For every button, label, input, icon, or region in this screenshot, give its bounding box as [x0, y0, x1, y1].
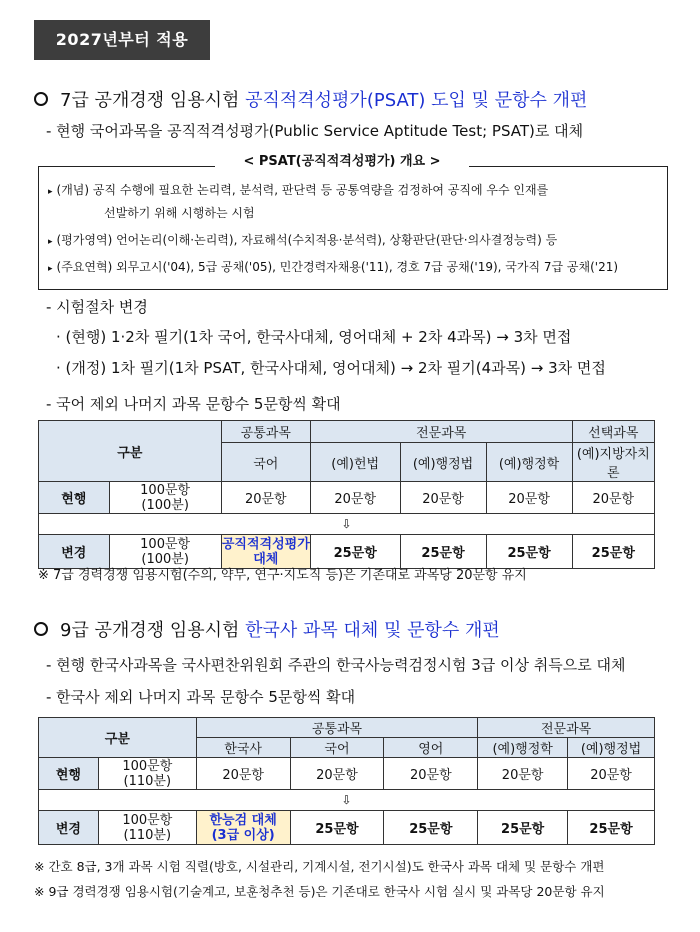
subject-admin-law: (예)행정법	[400, 443, 486, 482]
procedure-revised: · (개정) 1차 필기(1차 PSAT, 한국사대체, 영어대체) → 2차 필기(4과목) → 3차 면접	[56, 359, 606, 377]
subject-constitution: (예)헌법	[310, 443, 400, 482]
subject-local-autonomy: (예)지방자치론	[572, 443, 654, 482]
header-common: 공통과목	[221, 421, 310, 443]
grade9-note1: ※ 간호 8급, 3개 과목 시험 직렬(방호, 시설관리, 기계시설, 전기시설)도 한국사 과목 대체 및 문항수 개편	[34, 859, 605, 874]
section1-title-highlight: 공직적격성평가(PSAT) 도입 및 문항수 개편	[245, 90, 588, 111]
procedure-heading: - 시험절차 변경	[46, 298, 148, 316]
total-changed: 100문항 (110분)	[98, 811, 196, 845]
procedure-current: · (현행) 1·2차 필기(1차 국어, 한국사대체, 영어대체 + 2차 4과목) → 3차 면접	[56, 328, 572, 346]
psat-area-line: ▸ (평가영역) 언어논리(이해·논리력), 자료해석(수치적용·분석력), 상황판단(판단·의사결정능력) 등	[48, 233, 558, 247]
subject-public-admin: (예)행정학	[478, 738, 568, 758]
effective-date-badge: 2027년부터 적용	[34, 20, 210, 60]
section2-title-highlight: 한국사 과목 대체 및 문항수 개편	[245, 620, 500, 641]
grade7-subject-table	[38, 420, 655, 569]
section1-title-plain: 7급 공개경쟁 임용시험	[60, 90, 246, 111]
table-cell: 25문항	[568, 811, 655, 845]
row-label-current: 현행	[39, 758, 99, 790]
table-cell: 20문항	[384, 758, 478, 790]
grade7-note: ※ 7급 경력경쟁 임용시험(수의, 약무, 연구·지도직 등)은 기존대로 과목당 20문항 유지	[38, 568, 527, 583]
subject-admin-law: (예)행정법	[568, 738, 655, 758]
section2-line2: - 한국사 제외 나머지 과목 문항수 5문항씩 확대	[46, 688, 356, 706]
section2-title-plain: 9급 공개경쟁 임용시험	[60, 620, 246, 641]
total-changed: 100문항 (100분)	[109, 535, 221, 569]
table-cell: 20문항	[400, 482, 486, 514]
subject-english: 영어	[384, 738, 478, 758]
psat-history-line: ▸ (주요연혁) 외무고시('04), 5급 공채('05), 민간경력자채용('11), 경호 7급 공채('19), 국가직 7급 공채('21)	[48, 260, 619, 274]
section2-line1: - 현행 한국사과목을 국사편찬위원회 주관의 한국사능력검정시험 3급 이상 취득으로 대체	[46, 656, 626, 674]
table-cell: 25문항	[486, 535, 572, 569]
table-cell: 20문항	[290, 758, 384, 790]
psat-concept-line: ▸ (개념) 공직 수행에 필요한 논리력, 분석력, 판단력 등 공통역량을 검정하여 공직에 우수 인재를	[48, 183, 549, 197]
table-cell: 20문항	[572, 482, 654, 514]
table-cell: 20문항	[221, 482, 310, 514]
table-cell: 25문항	[400, 535, 486, 569]
down-arrow-icon: ⇩	[39, 790, 655, 811]
section1-line1: - 현행 국어과목을 공직적격성평가(Public Service Aptitude Test; PSAT)로 대체	[46, 122, 584, 140]
section2-heading	[34, 616, 500, 642]
row-label-changed: 변경	[39, 535, 110, 569]
subject-korean-history: 한국사	[196, 738, 290, 758]
table-cell: 20문항	[196, 758, 290, 790]
table1-heading: - 국어 제외 나머지 과목 문항수 5문항씩 확대	[46, 395, 341, 413]
header-common: 공통과목	[196, 718, 477, 738]
header-gubun: 구분	[39, 421, 222, 482]
psat-overview-title: < PSAT(공직적격성평가) 개요 >	[215, 152, 469, 172]
table-cell: 25문항	[572, 535, 654, 569]
triangle-bullet-icon: ▸	[48, 187, 53, 197]
row-label-changed: 변경	[39, 811, 99, 845]
history-cert-replace-cell: 한능검 대체 (3급 이상)	[196, 811, 290, 845]
circle-bullet-icon	[34, 92, 48, 106]
row-label-current: 현행	[39, 482, 110, 514]
header-select: 선택과목	[572, 421, 654, 443]
triangle-bullet-icon: ▸	[48, 264, 53, 274]
table-cell: 20문항	[486, 482, 572, 514]
grade9-note2: ※ 9급 경력경쟁 임용시험(기술계고, 보훈청추천 등)은 기존대로 한국사 시험 실시 및 과목당 20문항 유지	[34, 884, 605, 899]
subject-korean: 국어	[290, 738, 384, 758]
total-current: 100문항 (100분)	[109, 482, 221, 514]
total-current: 100문항 (110분)	[98, 758, 196, 790]
table-cell: 20문항	[310, 482, 400, 514]
table-cell: 25문항	[310, 535, 400, 569]
header-major: 전문과목	[310, 421, 572, 443]
table-cell: 25문항	[384, 811, 478, 845]
psat-concept-line2: 선발하기 위해 시행하는 시험	[104, 206, 255, 220]
table-cell: 25문항	[290, 811, 384, 845]
psat-replace-cell: 공직적격성평가 대체	[221, 536, 310, 567]
circle-bullet-icon	[34, 622, 48, 636]
table-cell: 20문항	[568, 758, 655, 790]
header-major: 전문과목	[478, 718, 655, 738]
down-arrow-icon: ⇩	[39, 514, 655, 535]
subject-korean: 국어	[221, 443, 310, 482]
section1-heading	[34, 86, 587, 112]
subject-public-admin: (예)행정학	[486, 443, 572, 482]
table-cell: 25문항	[478, 811, 568, 845]
grade9-subject-table	[38, 717, 655, 845]
header-gubun: 구분	[39, 718, 197, 758]
table-cell: 20문항	[478, 758, 568, 790]
triangle-bullet-icon: ▸	[48, 237, 53, 247]
